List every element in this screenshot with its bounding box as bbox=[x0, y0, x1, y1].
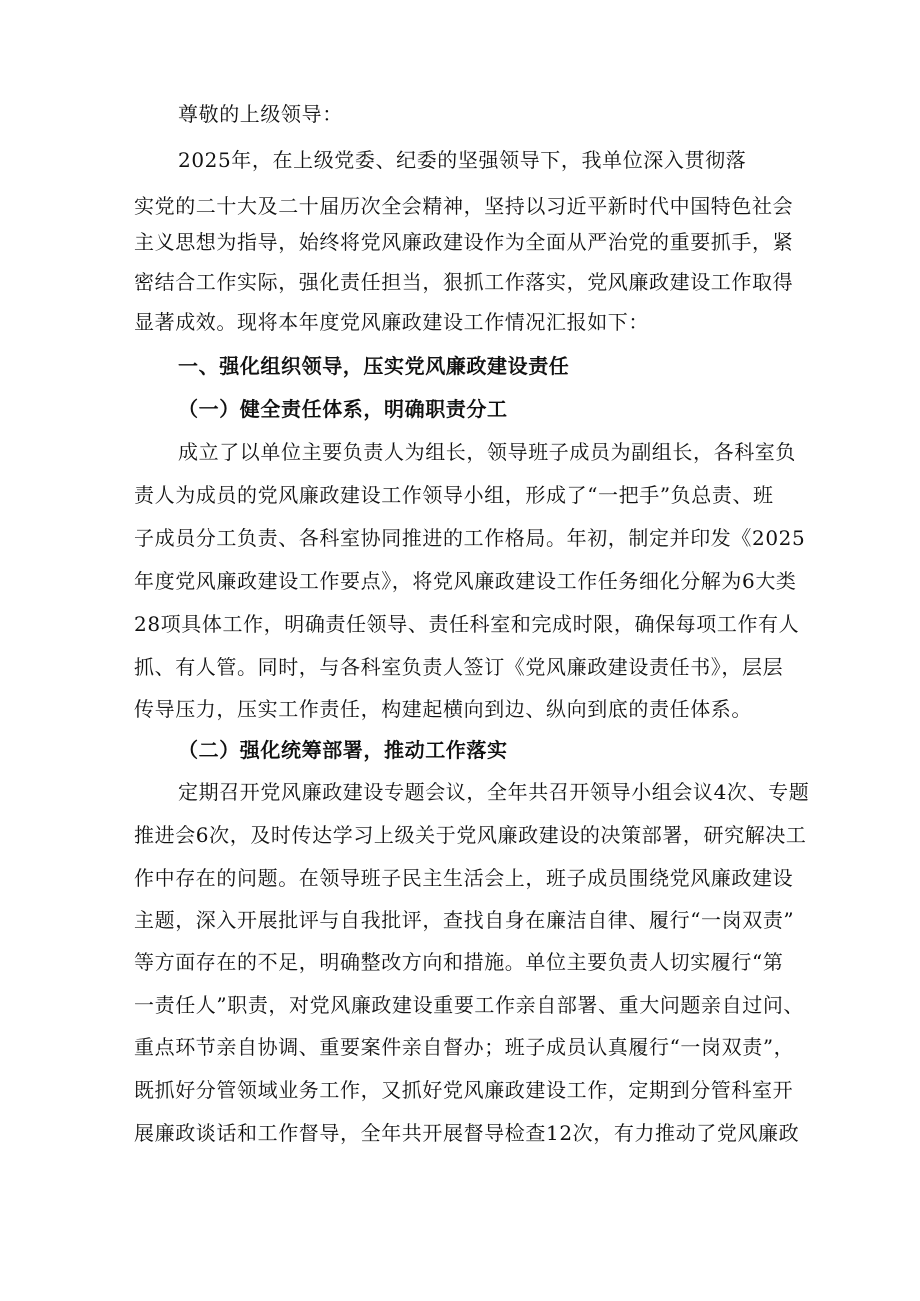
subsection-1-title: （一）健全责任体系，明确职责分工 bbox=[178, 397, 508, 421]
intro-line-1: 2025年，在上级党委、纪委的坚强领导下，我单位深入贯彻落 bbox=[178, 148, 747, 172]
salutation: 尊敬的上级领导： bbox=[178, 102, 343, 126]
sub2-body-line-5: 等方面存在的不足，明确整改方向和措施。单位主要负责人切实履行“第 bbox=[134, 950, 784, 974]
sub2-body-line-2: 推进会6次，及时传达学习上级关于党风廉政建设的决策部署，研究解决工 bbox=[134, 823, 807, 847]
sub2-body-line-8: 既抓好分管领域业务工作，又抓好党风廉政建设工作，定期到分管科室开 bbox=[134, 1078, 794, 1102]
subsection-2-title: （二）强化统筹部署，推动工作落实 bbox=[178, 738, 508, 762]
intro-line-2: 实党的二十大及二十届历次全会精神，坚持以习近平新时代中国特色社会 bbox=[134, 194, 794, 218]
sub2-body-line-7: 重点环节亲自协调、重要案件亲自督办；班子成员认真履行“一岗双责”， bbox=[134, 1035, 795, 1059]
sub1-body-line-3: 子成员分工负责、各科室协同推进的工作格局。年初，制定并印发《2025 bbox=[134, 526, 806, 550]
intro-line-5: 显著成效。现将本年度党风廉政建设工作情况汇报如下： bbox=[134, 310, 649, 334]
sub1-body-line-2: 责人为成员的党风廉政建设工作领导小组，形成了“一把手”负总责、班 bbox=[134, 483, 774, 507]
sub2-body-line-9: 展廉政谈话和工作督导，全年共开展督导检查12次，有力推动了党风廉政 bbox=[134, 1121, 800, 1145]
sub2-body-line-6: 一责任人”职责，对党风廉政建设重要工作亲自部署、重大问题亲自过问、 bbox=[134, 993, 805, 1017]
sub1-body-line-6: 抓、有人管。同时，与各科室负责人签订《党风廉政建设责任书》，层层 bbox=[134, 655, 784, 679]
sub1-body-line-1: 成立了以单位主要负责人为组长，领导班子成员为副组长，各科室负 bbox=[178, 440, 796, 464]
sub2-body-line-1: 定期召开党风廉政建设专题会议，全年共召开领导小组会议4次、专题 bbox=[178, 780, 810, 804]
sub1-body-line-7: 传导压力，压实工作责任，构建起横向到边、纵向到底的责任体系。 bbox=[134, 697, 752, 721]
intro-line-4: 密结合工作实际，强化责任担当，狠抓工作落实，党风廉政建设工作取得 bbox=[134, 270, 794, 294]
sub2-body-line-4: 主题，深入开展批评与自我批评，查找自身在廉洁自律、履行“一岗双责” bbox=[134, 908, 795, 932]
intro-line-3: 主义思想为指导，始终将党风廉政建设作为全面从严治党的重要抓手，紧 bbox=[134, 230, 794, 254]
sub1-body-line-5: 28项具体工作，明确责任领导、责任科室和完成时限，确保每项工作有人 bbox=[134, 612, 800, 636]
section-1-title: 一、强化组织领导，压实党风廉政建设责任 bbox=[178, 354, 570, 378]
sub1-body-line-4: 年度党风廉政建设工作要点》，将党风廉政建设工作任务细化分解为6大类 bbox=[134, 569, 797, 593]
sub2-body-line-3: 作中存在的问题。在领导班子民主生活会上，班子成员围绕党风廉政建设 bbox=[134, 866, 794, 890]
